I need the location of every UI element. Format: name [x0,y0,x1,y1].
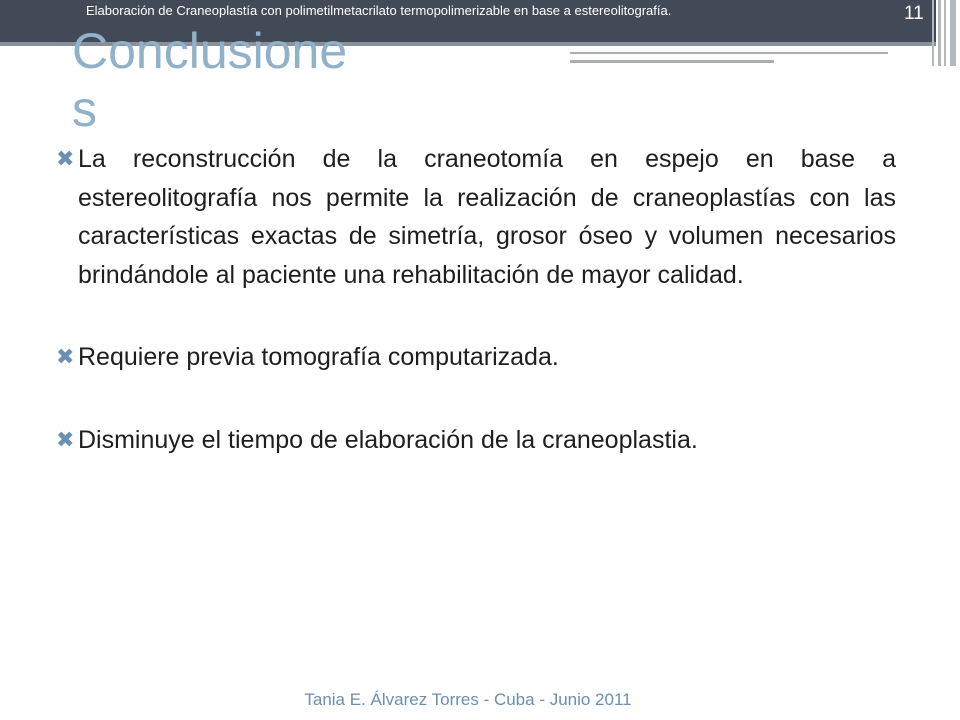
page-number: 11 [904,3,924,24]
x-mark-icon: ✖ [56,146,75,171]
bullet-item [50,140,896,294]
bullet-item [50,421,896,460]
bullet-text: La reconstrucción de la craneotomía en espejo en base a estereolitografía nos permite la realización de craneoplastías con las características exactas de simetría, grosor óseo y volumen necesarios brindándole al paciente una rehabilitación de mayor calidad. [78,145,896,289]
bullet-text: Requiere previa tomografía computarizada. [78,343,559,371]
bullet-list [50,140,896,459]
accent-line [570,52,888,54]
x-mark-icon: ✖ [56,426,75,452]
decorative-rules [930,0,960,66]
bullet-text: Disminuye el tiempo de elaboración de la craneoplastia. [78,425,698,454]
footer-author: Tania E. Álvarez Torres - Cuba - Junio 2011 [304,690,632,709]
accent-line [570,60,774,63]
x-mark-icon: ✖ [56,344,75,369]
presentation-title: Elaboración de Craneoplastía con polimetilmetacrilato termopolimerizable en base a estereolitografía. [86,3,672,18]
bullet-item [50,338,896,377]
slide-title: Conclusiones [72,23,348,137]
